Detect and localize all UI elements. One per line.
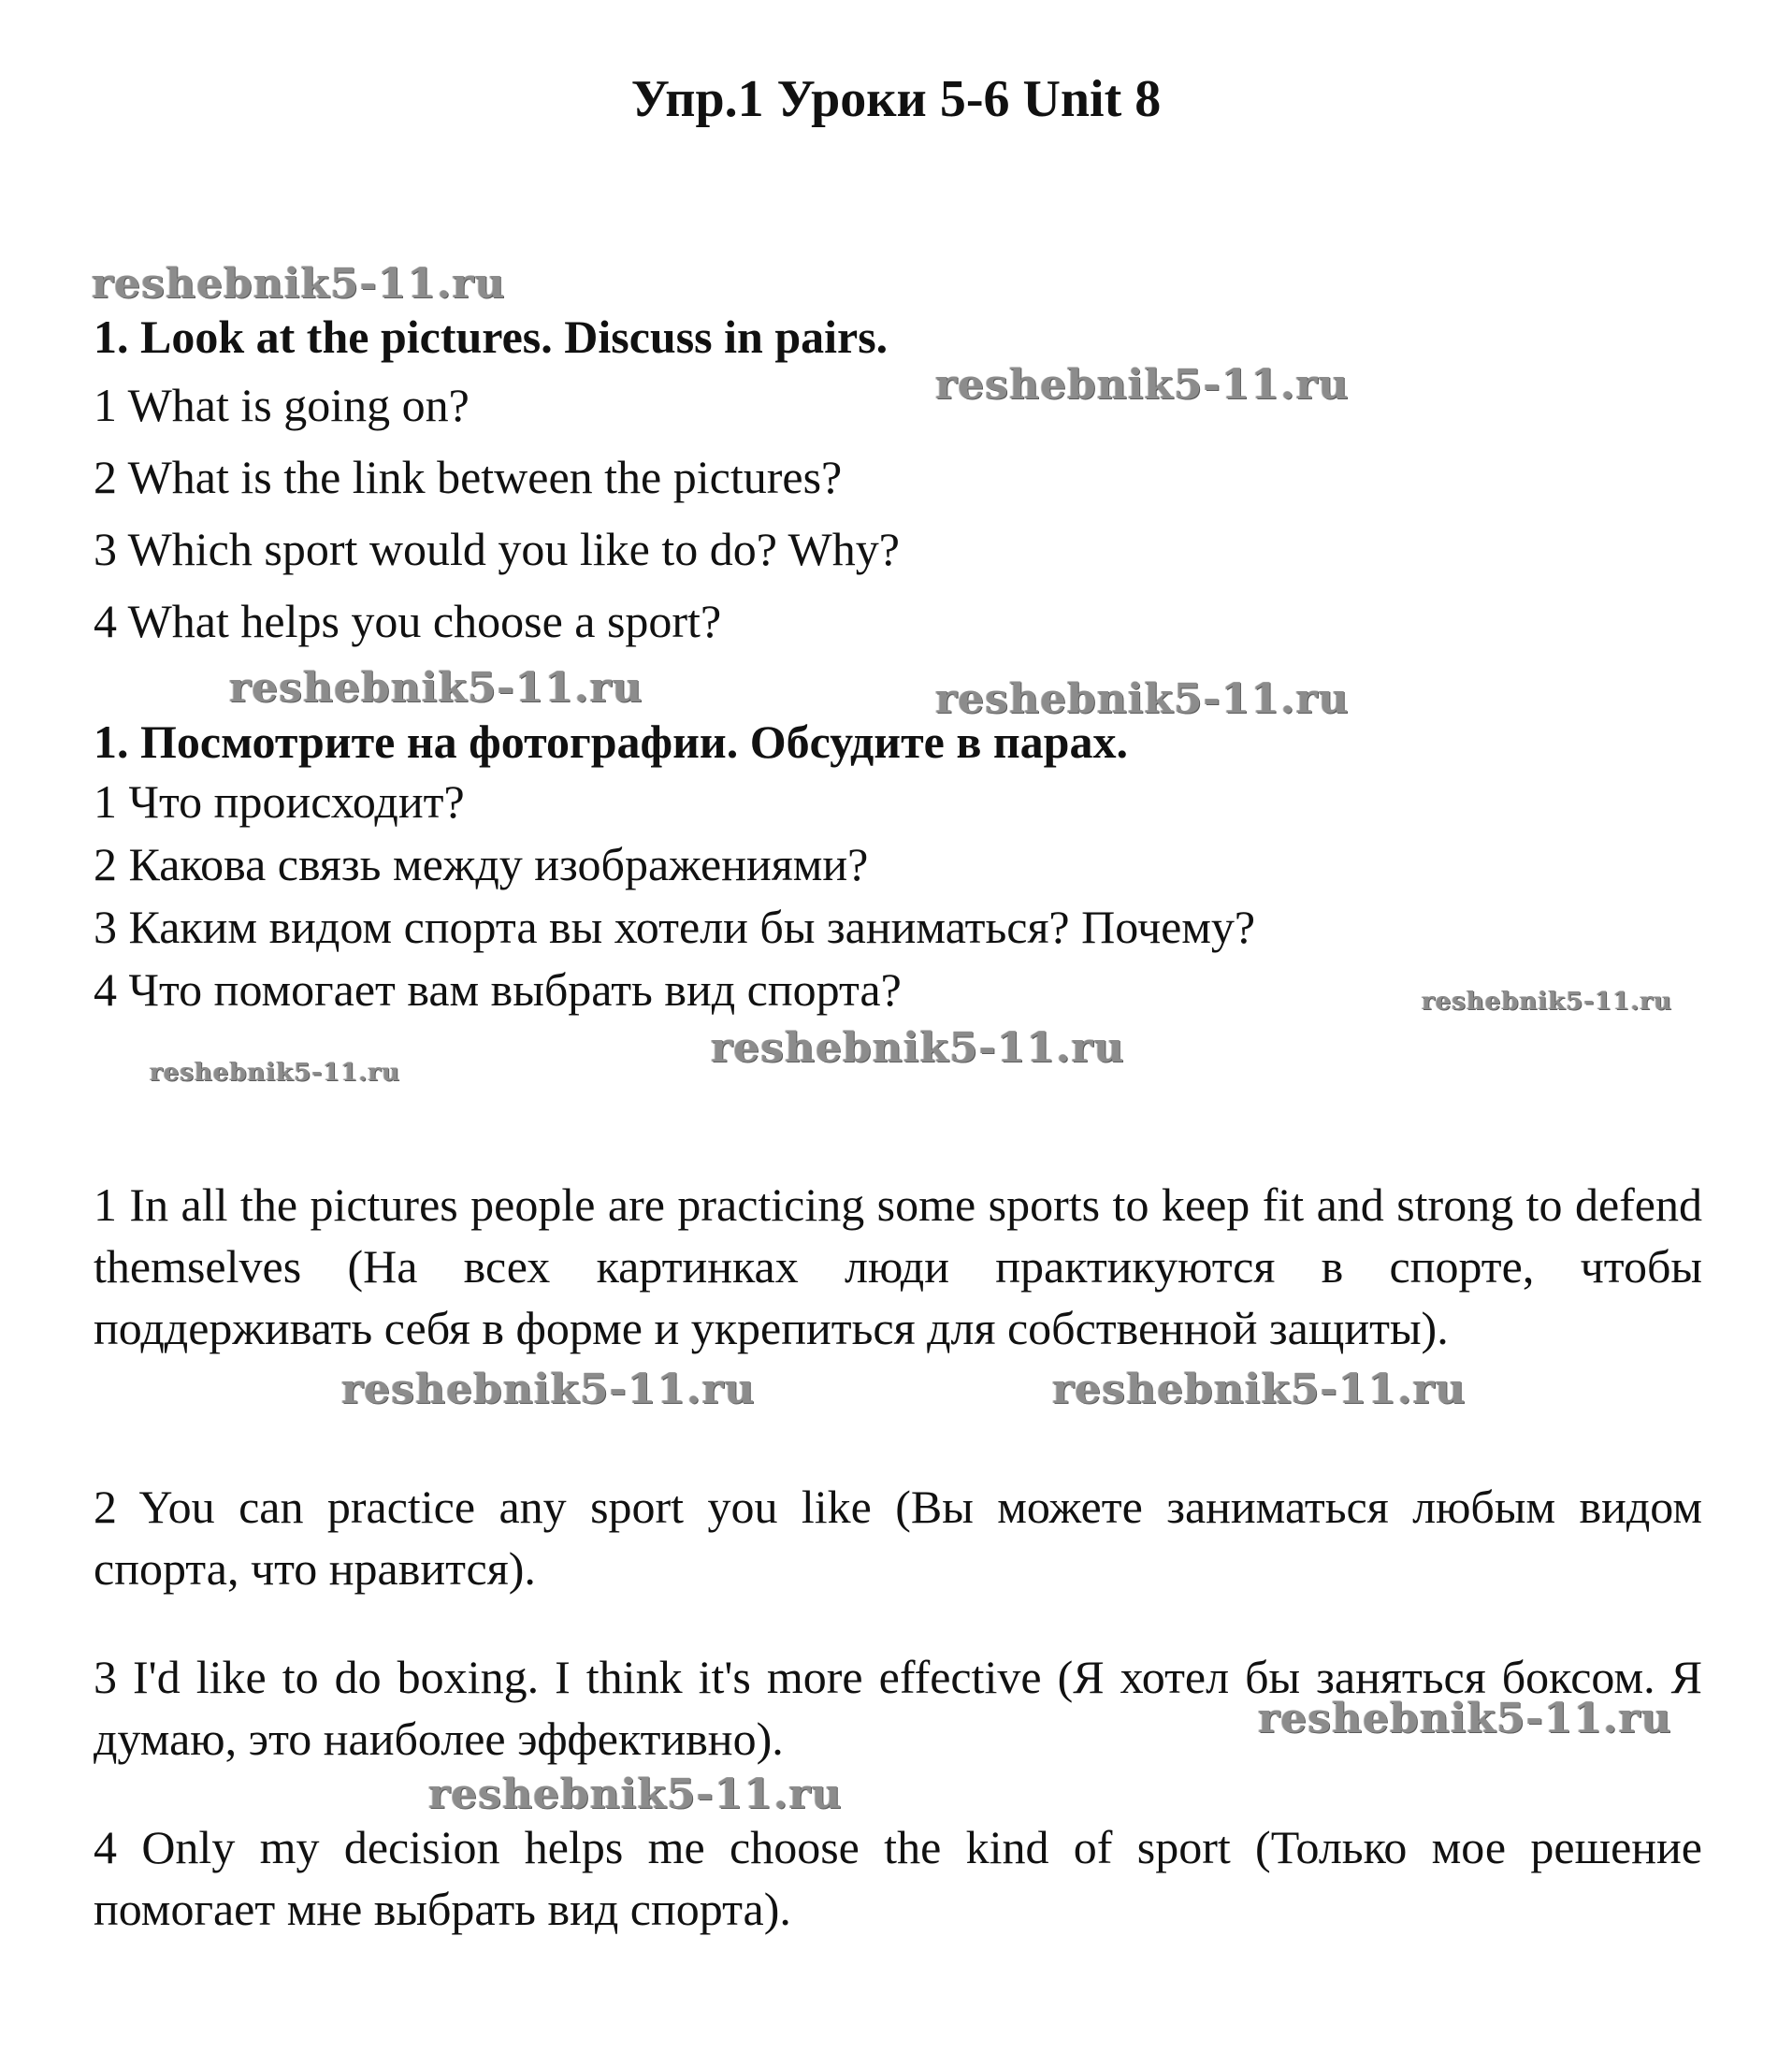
english-question: 2 What is the link between the pictures? <box>94 451 843 503</box>
english-task <box>94 304 1702 658</box>
english-question: 1 What is going on? <box>94 379 470 431</box>
answer-1: 1 In all the pictures people are practicing some sports to keep fit and strong to defend themselves (На всех картинках люди практикуются в спорте, чтобы поддерживать себя в форме и укрепиться для собственной защиты). <box>94 1178 1702 1354</box>
watermark: reshebnik5-11.ru <box>229 664 643 712</box>
watermark: reshebnik5-11.ru <box>711 1024 1125 1072</box>
watermark: reshebnik5-11.ru <box>935 675 1350 723</box>
answer-3: 3 I'd like to do boxing. I think it's more effective (Я хотел бы заняться боксом. Я думаю, это наиболее эффективно). <box>94 1651 1702 1765</box>
russian-question: 1 Что происходит? <box>94 775 465 828</box>
watermark: reshebnik5-11.ru <box>1422 988 1673 1016</box>
english-task-heading: 1. Look at the pictures. Discuss in pairs. <box>94 311 889 363</box>
russian-question: 2 Какова связь между изображениями? <box>94 838 869 890</box>
russian-task <box>94 713 1702 1021</box>
watermark: reshebnik5-11.ru <box>935 361 1350 409</box>
answer-4: 4 Only my decision helps me choose the kind of sport (Только мое решение помогает мне выбрать вид спорта). <box>94 1821 1702 1935</box>
watermark: reshebnik5-11.ru <box>1258 1695 1672 1742</box>
page-title: Упр.1 Уроки 5-6 Unit 8 <box>630 70 1162 128</box>
answer-2: 2 You can practice any sport you like (Вы можете заниматься любым видом спорта, что нравится). <box>94 1481 1702 1595</box>
english-question: 3 Which sport would you like to do? Why? <box>94 523 900 575</box>
watermark: reshebnik5-11.ru <box>341 1366 756 1413</box>
english-question: 4 What helps you choose a sport? <box>94 595 722 647</box>
russian-question: 3 Каким видом спорта вы хотели бы заниматься? Почему? <box>94 901 1256 953</box>
watermark: reshebnik5-11.ru <box>428 1770 843 1818</box>
watermark: reshebnik5-11.ru <box>92 260 506 308</box>
watermark: reshebnik5-11.ru <box>1052 1366 1467 1413</box>
russian-task-heading: 1. Посмотрите на фотографии. Обсудите в парах. <box>94 715 1128 768</box>
watermark: reshebnik5-11.ru <box>150 1059 401 1087</box>
russian-question: 4 Что помогает вам выбрать вид спорта? <box>94 963 902 1016</box>
